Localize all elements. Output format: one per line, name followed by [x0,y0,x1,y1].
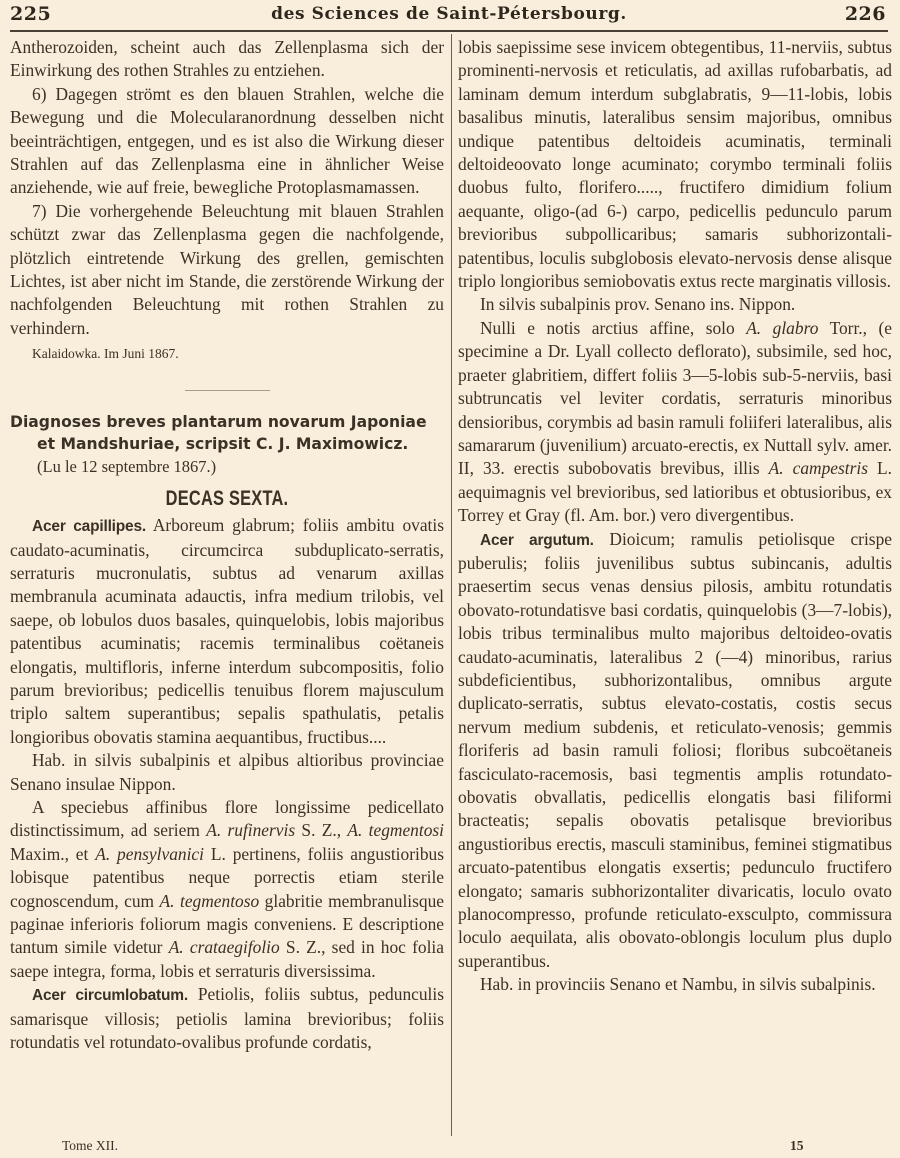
species-name: Acer argutum. [480,531,594,549]
taxon-name: A. tegmentoso [159,890,260,911]
text: Maxim., et [10,843,96,864]
species-description [10,983,444,1054]
text: L. aequimagnis vel brevioribus, sed latioribus et obtusioribus, ex Torrey et Gray (fl. Am. bor.) vero divergentibus. [458,458,892,526]
taxon-name: A. tegmentosi [347,820,444,841]
text: S. Z., [295,820,348,841]
article-title-line: Diagnoses breves plantarum novarum Japoniae [10,413,427,432]
comparison-paragraph [458,317,892,528]
page-number-left: 225 [10,3,52,25]
column-divider [451,34,452,1136]
paragraph: lobis saepissime sese invicem obtegentibus, 11-nerviis, subtus prominenti-nervosis et reticulatis, ad axillas rufobarbatis, ad laminam demum interdum subglabratis, 9—11-lobis, lobis basalibus minutis, lateralibus sensim majoribus, omnibus undique patentibus deltoideis acuminatis, terminali deltoideoovato longe acuminato; corymbo terminali foliis duobus fulto, florifero....., fructifero dimidium folium aequante, oligo-(ad 6-) carpo, pedicellis pedunculo parum brevioribus subpollicaribus; samaris subhorizontali-patentibus, loculis subglobosis elevato-nervosis dense alisque triplo longioribus semiobovatis extus recte marginatis villosis. [458,37,892,292]
description-text: Arboreum glabrum; foliis ambitu ovatis caudato-acuminatis, circumcirca subduplicato-serratis, serraturis mucronulatis, subtus ad venarum axillas membranula acuminata adauctis, infra medium trilobis, vel saepe, ob lobulos duos basales, quinquelobis, lobis majoribus patentibus acuminatis; racemis terminalibus coëtaneis elongatis, multifloris, inferne interdum subcompositis, folio parum brevioribus; pedicellis tenuibus florem majusculum triplo saltem superantibus; sepalis spathulatis, petalis longioribus obovatis stamina aequantibus, fructibus.... [10,515,444,747]
signature-mark: 15 [790,1138,804,1153]
article-title-line: et Mandshuriae, scripsit C. J. Maximowicz. [37,435,409,454]
habitat: Hab. in silvis subalpinis et alpibus altioribus provinciae Senano insulae Nippon. [10,750,444,794]
article-title [10,411,444,455]
left-column [10,36,444,1054]
taxon-name: A. rufinervis [206,820,296,841]
habitat: Hab. in provinciis Senano et Nambu, in silvis subalpinis. [480,974,876,995]
journal-title: des Sciences de Saint-Pétersbourg. [271,4,627,24]
habitat: In silvis subalpinis prov. Senano ins. Nippon. [480,294,796,315]
read-date: (Lu le 12 septembre 1867.) [37,457,217,477]
page-number-right: 226 [844,3,886,25]
text: Nulli e notis arctius affine, solo [480,317,747,338]
right-column [458,36,892,997]
taxon-name: A. campestris [768,458,868,479]
taxon-name: A. pensylvanici [95,843,204,864]
species-description [10,514,444,749]
dateline: Kalaidowka. Im Juni 1867. [32,346,179,362]
paragraph: 6) Dagegen strömt es den blauen Strahlen, welche die Bewegung und die Molecularanordnung desselben nicht beeinträchtigen, entgegen, und es ist also die Wirkung dieser Strahlen auf das Zellenplasma eine in ähnlicher Weise anziehende, wie auf freie, bewegliche Protoplasmamassen. [10,83,444,198]
section-divider [185,390,270,391]
paragraph: Antherozoiden, scheint auch das Zellenplasma sich der Einwirkung des rothen Strahles zu entziehen. [10,37,444,81]
comparison-paragraph [10,796,444,983]
text: Torr., (e specimine a Dr. Lyall collecto deflorato), subsimile, sed hoc, praeter glabritiem, differt foliis 3—5-lobis sub-5-nerviis, basi subtruncatis vel leviter cordatis, serraturis minoribus densioribus, corymbis ad basin ramuli foliiferi lateralibus, alis samararum (juvenilium) arcuato-erectis, ex Nuttall sylv. amer. II, 33. erectis subobovatis brevibus, illis [458,317,892,479]
running-header [10,2,888,32]
text: A speciebus affinibus flore longissime pedicellato distinctissimum, ad seriem [10,796,444,841]
species-description [458,528,892,974]
species-name: Acer circumlobatum. [32,987,188,1005]
paragraph: 7) Die vorhergehende Beleuchtung mit blauen Strahlen schützt zwar das Zellenplasma gegen die nachfolgende, plötzlich eintretende Wirkung des grellen, gemischten Lichtes, ist aber nicht im Stande, die zerstörende Wirkung der nachfolgenden Beleuchtung mit rothen Strahlen zu verhindern. [10,200,444,338]
taxon-name: A. crataegifolio [168,937,280,958]
volume-label: Tome XII. [62,1138,119,1153]
section-heading: DECAS SEXTA. [165,486,289,510]
description-text: Petiolis, foliis subtus, pedunculis samarisque villosis; petiolis lamina brevioribus; foliis rotundatis vel rotundato-ovalibus profunde cordatis, [10,984,444,1053]
text: L. pertinens, foliis angustioribus lobisque patentibus neque porrectis etiam sterile cognoscendum, cum [10,843,444,911]
text: glabritie membranulisque paginae inferioris foliorum magis conveniens. E descriptione tantum simile videtur [10,890,444,958]
text: S. Z., sed in hoc folia saepe integra, forma, lobis et serraturis diversissima. [10,937,444,981]
species-name: Acer capillipes. [32,518,146,536]
taxon-name: A. glabro [746,317,819,338]
description-text: Dioicum; ramulis petiolisque crispe puberulis; foliis juvenilibus subtus subincanis, adultis praesertim secus venas densius pilosis, ambitu rotundatis obovato-rotundatisve basi cordatis, quinquelobis (3—7-lobis), lobis tribus terminalibus multo majoribus deltoideo-ovatis caudato-acuminatis, lateralibus 2 (—4) minoribus, rarius subdeficientibus, subhorizontalibus, omnibus argute duplicato-serratis, subtus elevato-costatis, costis secus nervum medium subdenis, et reticulato-venosis; gemmis floriferis ad basin ramuli foliosi; floribus subcoëtaneis fasciculato-racemosis, basi tegmentis amplis rotundato-obovatis obvallatis, pedicellis elongatis basi filiformi bracteatis; sepalis obovatis petalisque brevioribus angustioribus erectis, masculi staminibus, feminei stigmatibus arcuato-patentibus elongatis exsertis; pedunculo fructifero elongato; samaris subhorizontaliter divaricatis, loculo ovato planocompresso, profunde reticulato-exsculpto, commissura loculo aequilata, alis obovato-oblongis loculum plus duplo superantibus. [458,528,892,971]
